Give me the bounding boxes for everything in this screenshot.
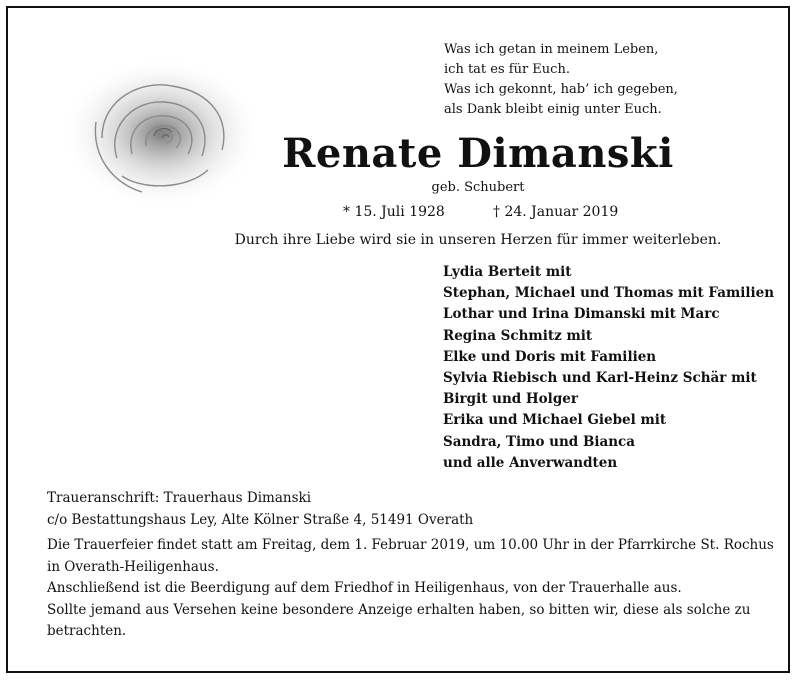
birth-name: geb. Schubert xyxy=(431,180,525,195)
list-item: Elke und Doris mit Familien xyxy=(443,348,657,365)
list-item: Stephan, Michael und Thomas mit Familien xyxy=(443,285,775,302)
details-line: Anschließend ist die Beerdigung auf dem Friedhof in Heiligenhaus, von der Trauerhalle aus. xyxy=(47,580,682,596)
address-line: c/o Bestattungshaus Ley, Alte Kölner Straße 4, 51491 Overath xyxy=(47,512,474,528)
poem-line: Was ich getan in meinem Leben, xyxy=(444,42,659,57)
poem-line: ich tat es für Euch. xyxy=(444,62,570,77)
list-item: Sandra, Timo und Bianca xyxy=(443,433,636,450)
deceased-name: Renate Dimanski xyxy=(282,130,674,177)
details-line: betrachten. xyxy=(47,623,127,639)
address-line: Traueranschrift: Trauerhaus Dimanski xyxy=(47,490,312,506)
list-item: Erika und Michael Giebel mit xyxy=(443,412,667,429)
memorial-quote: Durch ihre Liebe wird sie in unseren Herzen für immer weiterleben. xyxy=(234,232,722,248)
list-item: Regina Schmitz mit xyxy=(443,327,593,344)
list-item: Lothar und Irina Dimanski mit Marc xyxy=(443,306,720,323)
list-item: Sylvia Riebisch und Karl-Heinz Schär mit xyxy=(443,370,757,387)
poem xyxy=(444,40,678,120)
mourning-address xyxy=(47,487,473,531)
poem-line: Was ich gekonnt, hab’ ich gegeben, xyxy=(444,82,678,97)
details-line: Die Trauerfeier findet statt am Freitag, dem 1. Februar 2019, um 10.00 Uhr in der Pfarrkirche St. Rochus xyxy=(47,537,774,553)
birth-date: * 15. Juli 1928 xyxy=(343,204,445,220)
list-item: Birgit und Holger xyxy=(443,391,578,408)
funeral-details xyxy=(47,535,774,643)
list-item: und alle Anverwandten xyxy=(443,454,618,471)
list-item: Lydia Berteit mit xyxy=(443,264,572,280)
details-line: Sollte jemand aus Versehen keine besondere Anzeige erhalten haben, so bitten wir, diese als solche zu xyxy=(47,601,751,618)
details-line: in Overath-Heiligenhaus. xyxy=(47,558,219,575)
mourners-list xyxy=(443,262,774,474)
death-date: † 24. Januar 2019 xyxy=(493,204,619,220)
poem-line: als Dank bleibt einig unter Euch. xyxy=(444,102,662,117)
